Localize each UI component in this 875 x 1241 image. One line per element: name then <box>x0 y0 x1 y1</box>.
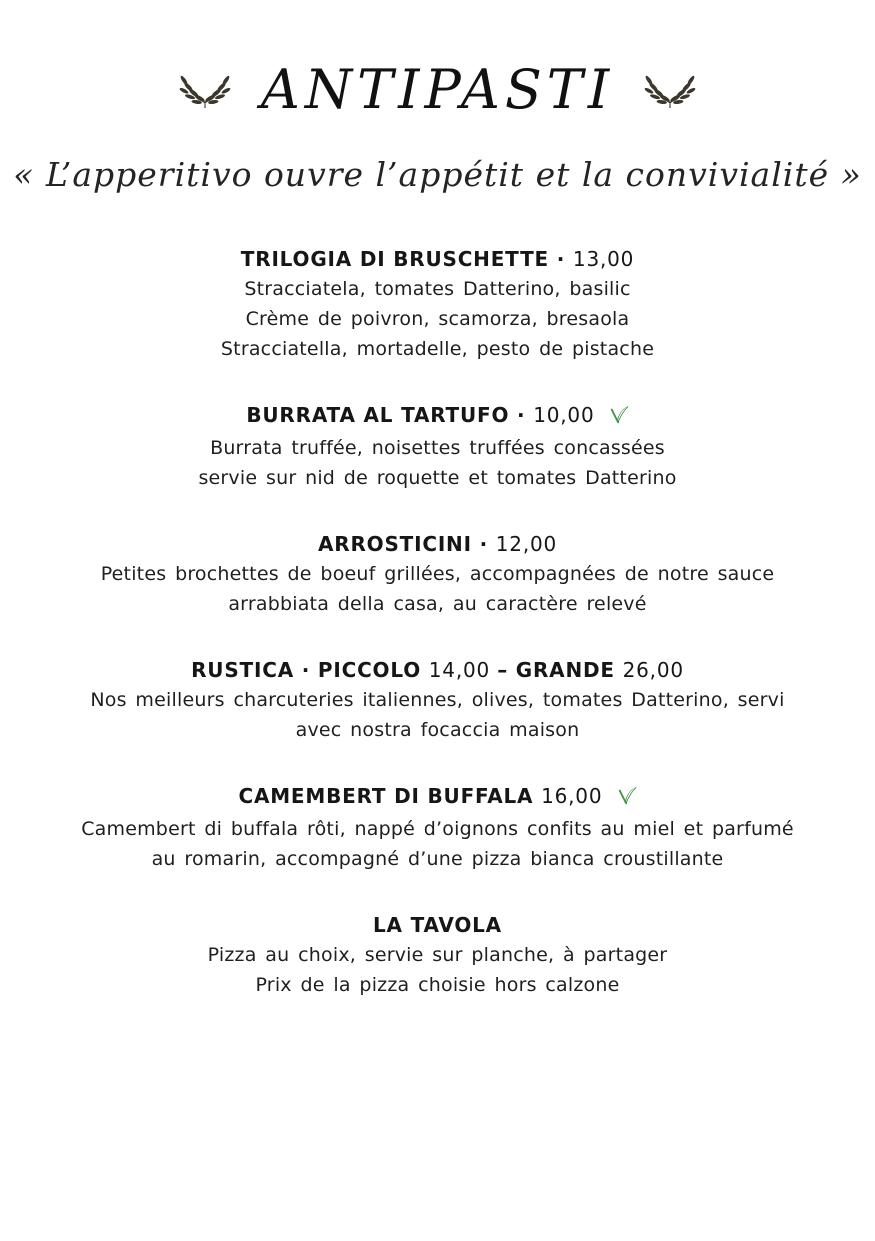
item-description <box>40 559 835 619</box>
heading-text: 16,00 <box>541 784 603 808</box>
heading-text: LA TAVOLA <box>373 913 502 937</box>
heading-text: – GRANDE <box>497 658 623 682</box>
menu-item <box>40 781 835 874</box>
description-line: Pizza au choix, servie sur planche, à partager <box>207 944 668 966</box>
heading-text: RUSTICA · PICCOLO <box>191 658 429 682</box>
description-line: Camembert di buffala rôti, nappé d’oignons confits au miel et parfumé <box>81 818 794 840</box>
item-description <box>40 433 835 493</box>
heading-text: TRILOGIA DI BRUSCHETTE · <box>240 247 573 271</box>
heading-text: 13,00 <box>572 247 635 271</box>
laurel-branch-right-icon <box>640 71 700 109</box>
item-description <box>40 814 835 874</box>
item-description <box>40 274 835 364</box>
description-line: Stracciatella, mortadelle, pesto de pistache <box>220 338 655 360</box>
vegetarian-leaf-icon <box>609 403 629 433</box>
heading-text: 14,00 <box>428 658 498 682</box>
menu-item <box>40 655 835 745</box>
page-title: ANTIPASTI <box>260 58 615 121</box>
description-line: Crème de poivron, scamorza, bresaola <box>245 308 630 330</box>
item-description <box>40 685 835 745</box>
laurel-branch-left-icon <box>175 71 235 109</box>
heading-text: 10,00 <box>533 403 595 427</box>
description-line: Prix de la pizza choisie hors calzone <box>255 974 620 996</box>
menu-header <box>0 58 875 121</box>
description-line: servie sur nid de roquette et tomates Datterino <box>198 467 677 489</box>
description-line: Petites brochettes de boeuf grillées, accompagnées de notre sauce <box>100 563 775 585</box>
description-line: avec nostra focaccia maison <box>295 719 580 741</box>
heading-text: ARROSTICINI · <box>317 532 496 556</box>
heading-text: BURRATA AL TARTUFO · <box>246 403 534 427</box>
heading-text: 12,00 <box>495 532 558 556</box>
description-line: arrabbiata della casa, au caractère relevé <box>228 593 647 615</box>
heading-text: CAMEMBERT DI BUFFALA <box>238 784 542 808</box>
heading-text: 26,00 <box>622 658 684 682</box>
vegetarian-leaf-icon <box>617 784 637 814</box>
menu-item <box>40 910 835 1000</box>
item-heading <box>40 244 835 274</box>
menu-quote: « L’apperitivo ouvre l’appétit et la convivialité » <box>13 155 862 194</box>
item-heading <box>40 655 835 685</box>
item-heading <box>40 400 835 433</box>
description-line: Nos meilleurs charcuteries italiennes, olives, tomates Datterino, servi <box>90 689 785 711</box>
description-line: Burrata truffée, noisettes truffées concassées <box>210 437 665 459</box>
menu-item <box>40 400 835 493</box>
item-heading <box>40 781 835 814</box>
item-heading <box>40 529 835 559</box>
item-description <box>40 940 835 1000</box>
item-heading <box>40 910 835 940</box>
description-line: Stracciatela, tomates Datterino, basilic <box>244 278 631 300</box>
menu-items <box>0 244 875 1000</box>
menu-item <box>40 529 835 619</box>
menu-item <box>40 244 835 364</box>
description-line: au romarin, accompagné d’une pizza bianca croustillante <box>151 848 724 870</box>
